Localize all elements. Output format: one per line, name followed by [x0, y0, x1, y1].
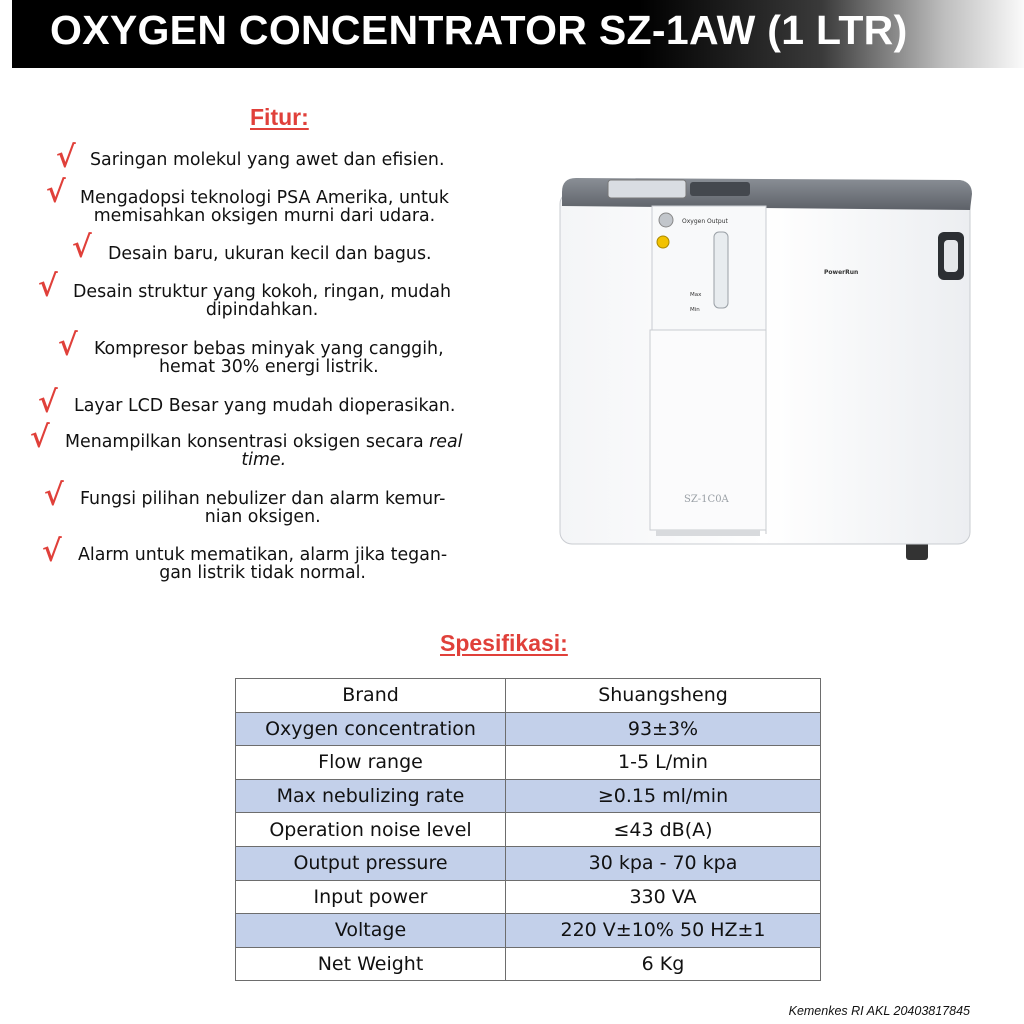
- feature-item: [108, 245, 432, 263]
- feature-text-plain: Menampilkan konsentrasi oksigen secara: [65, 432, 424, 452]
- flowmeter-tube: [714, 232, 728, 308]
- check-mark-icon: √: [30, 420, 50, 455]
- feature-text: memisahkan oksigen murni dari udara.: [93, 206, 436, 226]
- check-mark-icon: √: [38, 269, 58, 304]
- oxygen-output-label: Oxygen Output: [682, 218, 728, 225]
- check-mark-icon: √: [44, 478, 64, 513]
- feature-text: hemat 30% energi listrik.: [158, 357, 379, 377]
- control-buttons: [690, 182, 750, 196]
- feature-item: [90, 151, 444, 169]
- feature-text: Fungsi pilihan nebulizer dan alarm kemur-: [80, 489, 446, 509]
- feature-text: Mengadopsi teknologi PSA Amerika, untuk: [80, 188, 449, 208]
- feature-text: nian oksigen.: [204, 507, 321, 527]
- flow-max-label: Max: [690, 292, 702, 298]
- warning-icon: [657, 236, 669, 248]
- flow-min-label: Min: [690, 307, 700, 313]
- spec-value: Shuangsheng: [506, 679, 821, 713]
- model-label: SZ-1C0A: [684, 494, 729, 505]
- feature-item: [80, 490, 445, 526]
- brand-mark: PowerRun: [824, 269, 859, 276]
- feature-list: [0, 0, 560, 600]
- spec-label: Operation noise level: [236, 813, 506, 847]
- side-handle-slot: [944, 240, 958, 272]
- feature-text: Desain baru, ukuran kecil dan bagus.: [108, 244, 432, 264]
- spec-value: 330 VA: [506, 880, 821, 914]
- check-mark-icon: √: [58, 328, 78, 363]
- check-mark-icon: √: [38, 385, 58, 420]
- spec-label: Net Weight: [236, 947, 506, 981]
- feature-item: [65, 433, 463, 469]
- feature-item: [94, 340, 444, 376]
- table-row: [236, 947, 821, 981]
- table-row: [236, 846, 821, 880]
- feature-text: Desain struktur yang kokoh, ringan, mudah: [73, 282, 452, 302]
- feature-item: [80, 189, 449, 225]
- check-mark-icon: √: [56, 140, 76, 175]
- spec-value: ≥0.15 ml/min: [506, 779, 821, 813]
- spec-label: Max nebulizing rate: [236, 779, 506, 813]
- spec-label: Output pressure: [236, 846, 506, 880]
- spec-value: 6 Kg: [506, 947, 821, 981]
- spec-label: Input power: [236, 880, 506, 914]
- feature-item: [78, 546, 447, 582]
- table-row: [236, 880, 821, 914]
- spec-value: ≤43 dB(A): [506, 813, 821, 847]
- table-row: [236, 813, 821, 847]
- spec-label: Oxygen concentration: [236, 712, 506, 746]
- features-heading: Fitur:: [250, 104, 309, 130]
- oxygen-output-knob: [659, 213, 673, 227]
- feature-text: Saringan molekul yang awet dan efisien.: [90, 150, 445, 170]
- feature-item: [74, 397, 455, 415]
- feature-item: [73, 283, 451, 319]
- spec-value: 220 V±10% 50 HZ±1: [506, 914, 821, 948]
- feature-text: [65, 433, 463, 451]
- feature-text: Alarm untuk mematikan, alarm jika tegan-: [78, 545, 448, 565]
- table-row: [236, 914, 821, 948]
- spec-value: 30 kpa - 70 kpa: [506, 846, 821, 880]
- feature-text: Layar LCD Besar yang mudah dioperasikan.: [74, 396, 456, 416]
- table-row: [236, 746, 821, 780]
- table-row: [236, 779, 821, 813]
- oxygen-concentrator-image: [556, 170, 976, 570]
- spec-label: Brand: [236, 679, 506, 713]
- spec-table: [235, 678, 821, 981]
- feature-text: dipindahkan.: [205, 300, 319, 320]
- lcd-window: [608, 180, 686, 198]
- feature-text-italic: time.: [241, 450, 287, 470]
- bottom-vent: [656, 530, 760, 536]
- table-row: [236, 679, 821, 713]
- table-row: [236, 712, 821, 746]
- check-mark-icon: √: [42, 534, 62, 569]
- page-title: OXYGEN CONCENTRATOR SZ-1AW (1 LTR): [50, 7, 908, 53]
- spec-label: Voltage: [236, 914, 506, 948]
- feature-text: gan listrik tidak normal.: [159, 563, 366, 583]
- feature-text: Kompresor bebas minyak yang canggih,: [94, 339, 444, 359]
- registration-number: Kemenkes RI AKL 20403817845: [788, 1004, 970, 1018]
- feature-text-italic: real: [429, 432, 463, 452]
- spec-label: Flow range: [236, 746, 506, 780]
- check-mark-icon: √: [72, 230, 92, 265]
- check-mark-icon: √: [46, 175, 66, 210]
- spec-value: 93±3%: [506, 712, 821, 746]
- spec-heading: Spesifikasi:: [440, 630, 568, 656]
- spec-value: 1-5 L/min: [506, 746, 821, 780]
